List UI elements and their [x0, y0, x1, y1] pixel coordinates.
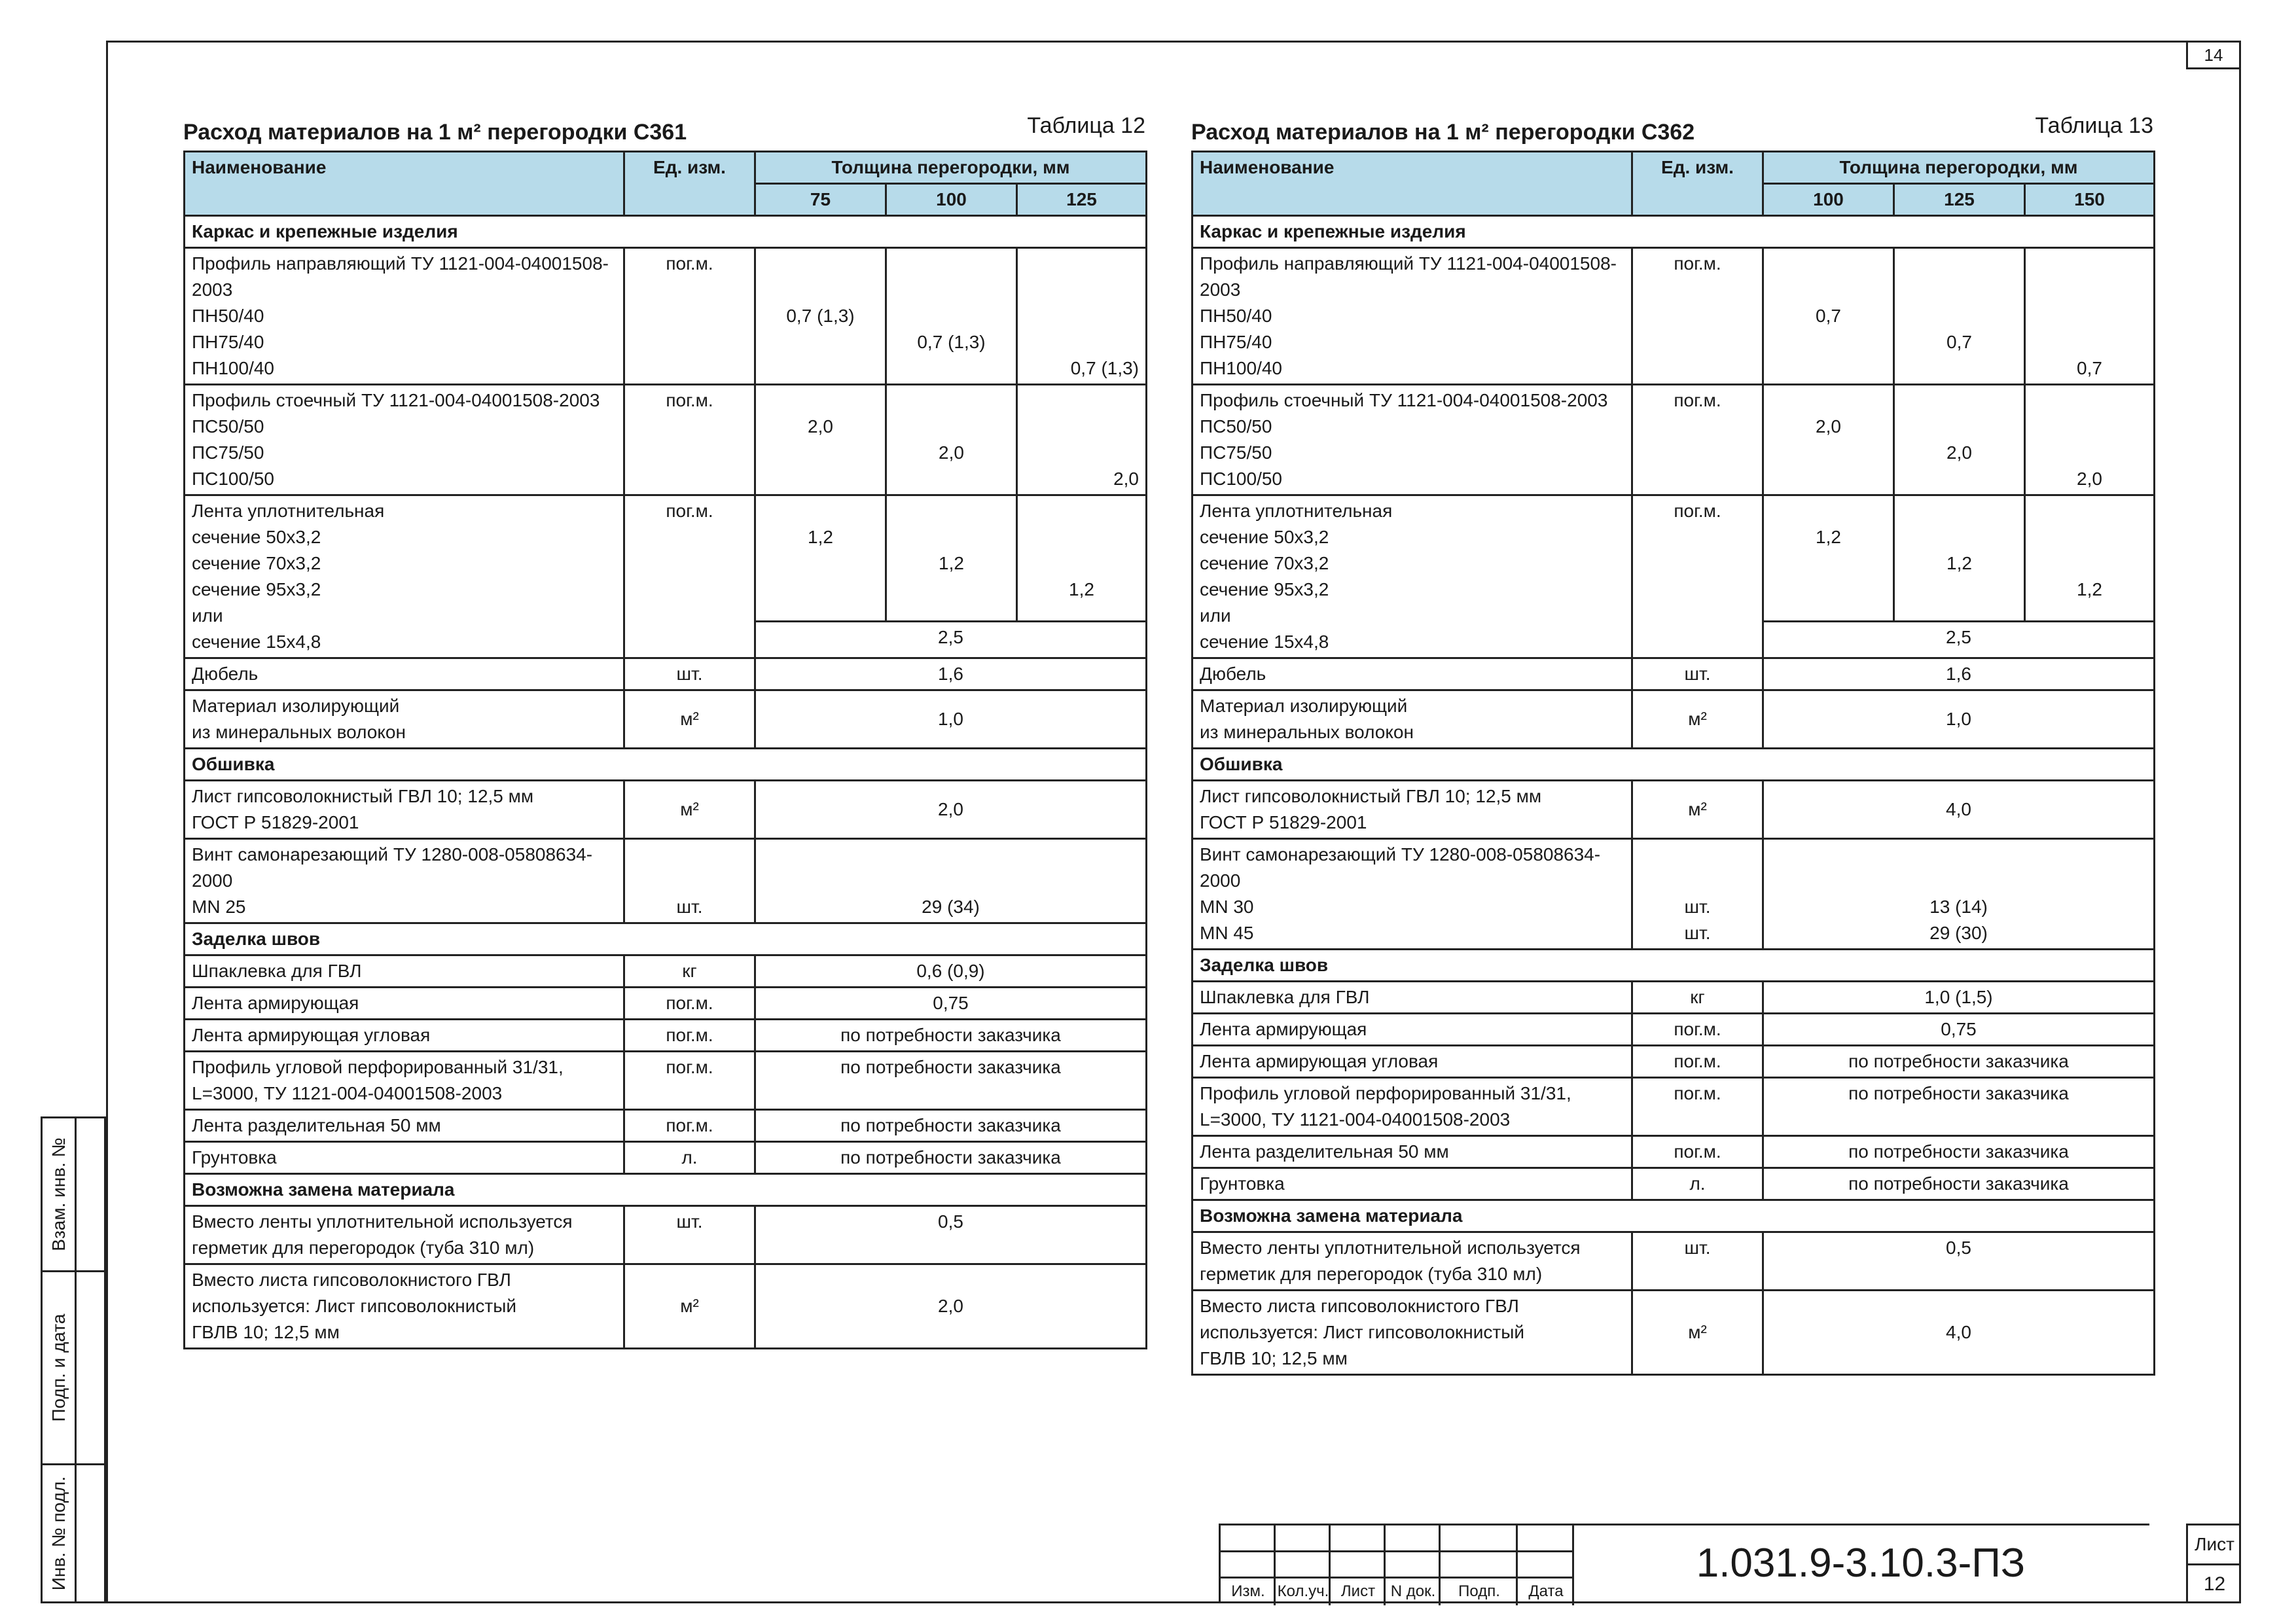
table-row — [1193, 1291, 2155, 1375]
table-row — [1193, 1078, 2155, 1136]
row-name: Лента армирующая — [185, 988, 624, 1020]
row-unit: пог.м. — [1632, 385, 1763, 495]
row-name: Грунтовка — [185, 1142, 624, 1174]
row-value: 0,6 (0,9) — [755, 955, 1147, 988]
row-unit: шт. — [1632, 658, 1763, 690]
table-row — [1193, 658, 2155, 690]
row-name: Профиль угловой перфорированный 31/31, L=3000, ТУ 1121-004-04001508-2003 — [185, 1052, 624, 1110]
row-name: Вместо листа гипсоволокнистого ГВЛ используется: Лист гипсоволокнистый ГВЛВ 10; 12,5 мм — [185, 1264, 624, 1349]
header-t3: 150 — [2025, 184, 2155, 216]
row-unit: шт. — [624, 839, 755, 923]
row-value: 29 (34) — [755, 839, 1147, 923]
row-value: 13 (14) 29 (30) — [1763, 839, 2155, 950]
row-unit: м² — [624, 690, 755, 749]
row-name: Вместо ленты уплотнительной используется герметик для перегородок (туба 310 мл) — [1193, 1232, 1632, 1291]
header-unit: Ед. изм. — [1632, 152, 1763, 216]
row-unit: пог.м. — [1632, 1078, 1763, 1136]
row-name: Лента армирующая угловая — [1193, 1046, 1632, 1078]
table-row — [185, 988, 1147, 1020]
header-t2: 100 — [886, 184, 1017, 216]
section-replacement: Возможна замена материала — [1193, 1200, 2155, 1232]
table-row — [1193, 248, 2155, 385]
row-unit: л. — [624, 1142, 755, 1174]
caption-n-dok: N док. — [1390, 1582, 1436, 1600]
document-code: 1.031.9-3.10.3-ПЗ — [1572, 1524, 2149, 1603]
row-unit: м² — [1632, 1291, 1763, 1375]
section-sheathing: Обшивка — [1193, 749, 2155, 781]
header-t2: 125 — [1894, 184, 2025, 216]
section-frame: Каркас и крепежные изделия — [185, 216, 1147, 248]
row-name: Винт самонарезающий ТУ 1280-008-05808634- 2000 MN 30 MN 45 — [1193, 839, 1632, 950]
row-name: Профиль направляющий ТУ 1121-004-04001508- 2003 ПН50/40 ПН75/40 ПН100/40 — [185, 248, 624, 385]
section-seams: Заделка швов — [185, 923, 1147, 955]
row-name: Профиль стоечный ТУ 1121-004-04001508-2003 ПС50/50 ПС75/50 ПС100/50 — [1193, 385, 1632, 495]
row-unit: пог.м. — [624, 988, 755, 1020]
table-row — [185, 385, 1147, 495]
row-name: Шпаклевка для ГВЛ — [1193, 982, 1632, 1014]
table-row — [185, 955, 1147, 988]
row-value: 2,0 — [1763, 385, 1894, 495]
row-unit: пог.м. — [1632, 1136, 1763, 1168]
table-row — [1193, 1136, 2155, 1168]
revision-grid — [1219, 1524, 1572, 1603]
row-value: по потребности заказчика — [755, 1020, 1147, 1052]
row-name: Вместо ленты уплотнительной используется герметик для перегородок (туба 310 мл) — [185, 1206, 624, 1264]
row-value: 1,2 — [1017, 495, 1147, 622]
row-value: 0,7 — [1763, 248, 1894, 385]
row-value: 1,6 — [755, 658, 1147, 690]
row-value: 2,5 — [755, 622, 1147, 658]
row-value: 0,7 — [1894, 248, 2025, 385]
table-row — [1193, 1014, 2155, 1046]
table-row — [1193, 1232, 2155, 1291]
header-t3: 125 — [1017, 184, 1147, 216]
row-unit: кг — [624, 955, 755, 988]
table-row — [1193, 781, 2155, 839]
table-row — [1193, 385, 2155, 495]
table-13 — [1191, 111, 2153, 1376]
row-value: 1,6 — [1763, 658, 2155, 690]
row-value: 1,0 (1,5) — [1763, 982, 2155, 1014]
row-unit: м² — [624, 1264, 755, 1349]
row-value: 0,7 — [2025, 248, 2155, 385]
row-value: 2,0 — [755, 1264, 1147, 1349]
row-value: по потребности заказчика — [755, 1110, 1147, 1142]
materials-table — [1191, 151, 2155, 1376]
row-value: 4,0 — [1763, 1291, 2155, 1375]
row-unit: м² — [1632, 781, 1763, 839]
row-value: 0,75 — [755, 988, 1147, 1020]
row-name: Лента уплотнительная сечение 50х3,2 сечение 70х3,2 сечение 95х3,2 или сечение 15х4,8 — [1193, 495, 1632, 658]
page-number-top: 14 — [2186, 41, 2241, 69]
row-name: Материал изолирующий из минеральных волокон — [1193, 690, 1632, 749]
row-name: Лента армирующая — [1193, 1014, 1632, 1046]
table-row — [185, 1142, 1147, 1174]
row-value: 0,5 — [755, 1206, 1147, 1264]
row-value: 1,0 — [755, 690, 1147, 749]
table-title: Расход материалов на 1 м² перегородки С362 — [1191, 120, 1695, 145]
table-12 — [183, 111, 1145, 1349]
row-unit: шт. шт. — [1632, 839, 1763, 950]
row-value: 0,5 — [1763, 1232, 2155, 1291]
row-name: Дюбель — [1193, 658, 1632, 690]
row-value: 0,75 — [1763, 1014, 2155, 1046]
row-name: Лента уплотнительная сечение 50х3,2 сечение 70х3,2 сечение 95х3,2 или сечение 15х4,8 — [185, 495, 624, 658]
row-name: Лента разделительная 50 мм — [185, 1110, 624, 1142]
row-unit: пог.м. — [624, 1020, 755, 1052]
row-name: Грунтовка — [1193, 1168, 1632, 1200]
row-value: 2,0 — [755, 781, 1147, 839]
table-row — [185, 1110, 1147, 1142]
table-row — [185, 658, 1147, 690]
row-value: 2,0 — [1017, 385, 1147, 495]
header-name: Наименование — [1193, 152, 1632, 216]
caption-podp: Подп. — [1458, 1582, 1500, 1600]
table-row — [185, 1052, 1147, 1110]
stamp-replacement-inv — [41, 1116, 106, 1272]
stamp-label: Подп. и дата — [48, 1313, 69, 1422]
row-value: 2,0 — [886, 385, 1017, 495]
table-row — [185, 839, 1147, 923]
row-unit: пог.м. — [624, 495, 755, 658]
header-t1: 100 — [1763, 184, 1894, 216]
row-value: по потребности заказчика — [1763, 1046, 2155, 1078]
row-value: по потребности заказчика — [1763, 1078, 2155, 1136]
title-block — [1219, 1524, 2241, 1603]
table-row — [185, 1206, 1147, 1264]
section-frame: Каркас и крепежные изделия — [1193, 216, 2155, 248]
row-value: 1,2 — [2025, 495, 2155, 622]
row-unit: пог.м. — [1632, 1014, 1763, 1046]
row-value: 1,2 — [1894, 495, 2025, 622]
row-name: Лента армирующая угловая — [185, 1020, 624, 1052]
header-thickness: Толщина перегородки, мм — [1763, 152, 2155, 184]
table-row — [1193, 690, 2155, 749]
caption-data: Дата — [1528, 1582, 1564, 1600]
section-sheathing: Обшивка — [185, 749, 1147, 781]
row-name: Профиль стоечный ТУ 1121-004-04001508-2003 ПС50/50 ПС75/50 ПС100/50 — [185, 385, 624, 495]
section-seams: Заделка швов — [1193, 950, 2155, 982]
table-row — [1193, 1168, 2155, 1200]
row-unit: л. — [1632, 1168, 1763, 1200]
row-unit: пог.м. — [624, 1110, 755, 1142]
section-replacement: Возможна замена материала — [185, 1174, 1147, 1206]
table-row — [185, 1020, 1147, 1052]
row-name: Лист гипсоволокнистый ГВЛ 10; 12,5 мм ГОСТ Р 51829-2001 — [1193, 781, 1632, 839]
row-name: Винт самонарезающий ТУ 1280-008-05808634- 2000 MN 25 — [185, 839, 624, 923]
row-name: Материал изолирующий из минеральных волокон — [185, 690, 624, 749]
row-unit: пог.м. — [624, 248, 755, 385]
row-value: 0,7 (1,3) — [1017, 248, 1147, 385]
row-unit: пог.м. — [1632, 1046, 1763, 1078]
stamp-label: Взам. инв. № — [48, 1137, 69, 1251]
row-unit: м² — [1632, 690, 1763, 749]
row-name: Профиль направляющий ТУ 1121-004-04001508- 2003 ПН50/40 ПН75/40 ПН100/40 — [1193, 248, 1632, 385]
table-row — [185, 248, 1147, 385]
row-unit: пог.м. — [624, 1052, 755, 1110]
row-unit: м² — [624, 781, 755, 839]
header-name: Наименование — [185, 152, 624, 216]
row-name: Вместо листа гипсоволокнистого ГВЛ используется: Лист гипсоволокнистый ГВЛВ 10; 12,5 мм — [1193, 1291, 1632, 1375]
table-row — [1193, 1046, 2155, 1078]
caption-kol-uch: Кол.уч. — [1277, 1582, 1329, 1600]
caption-izm: Изм. — [1231, 1582, 1265, 1600]
row-value: 1,2 — [886, 495, 1017, 622]
row-value: 1,0 — [1763, 690, 2155, 749]
sheet-number: 12 — [2203, 1573, 2226, 1595]
table-number: Таблица 13 — [2035, 113, 2153, 138]
table-row — [1193, 982, 2155, 1014]
table-row — [1193, 495, 2155, 622]
table-row — [1193, 839, 2155, 950]
header-t1: 75 — [755, 184, 886, 216]
sheet-box — [2186, 1524, 2241, 1603]
header-unit: Ед. изм. — [624, 152, 755, 216]
row-name: Дюбель — [185, 658, 624, 690]
row-unit: шт. — [1632, 1232, 1763, 1291]
row-value: 2,0 — [755, 385, 886, 495]
row-unit: кг — [1632, 982, 1763, 1014]
table-number: Таблица 12 — [1027, 113, 1145, 138]
row-value: 2,0 — [1894, 385, 2025, 495]
row-value: 0,7 (1,3) — [755, 248, 886, 385]
stamp-label: Инв. № подл. — [48, 1476, 69, 1591]
row-name: Профиль угловой перфорированный 31/31, L=3000, ТУ 1121-004-04001508-2003 — [1193, 1078, 1632, 1136]
stamp-original-inv — [41, 1463, 106, 1603]
row-value: 1,2 — [755, 495, 886, 622]
row-name: Лист гипсоволокнистый ГВЛ 10; 12,5 мм ГОСТ Р 51829-2001 — [185, 781, 624, 839]
row-value: 2,0 — [2025, 385, 2155, 495]
row-unit: пог.м. — [624, 385, 755, 495]
row-value: по потребности заказчика — [755, 1142, 1147, 1174]
stamp-signature-date — [41, 1270, 106, 1465]
table-row — [185, 495, 1147, 622]
row-unit: пог.м. — [1632, 495, 1763, 658]
row-unit: шт. — [624, 658, 755, 690]
row-value: 2,5 — [1763, 622, 2155, 658]
row-unit: пог.м. — [1632, 248, 1763, 385]
row-value: 4,0 — [1763, 781, 2155, 839]
row-value: по потребности заказчика — [1763, 1136, 2155, 1168]
table-row — [185, 690, 1147, 749]
sheet-label: Лист — [2188, 1525, 2241, 1565]
table-row — [185, 1264, 1147, 1349]
table-row — [185, 781, 1147, 839]
row-value: 1,2 — [1763, 495, 1894, 622]
row-value: 0,7 (1,3) — [886, 248, 1017, 385]
row-name: Лента разделительная 50 мм — [1193, 1136, 1632, 1168]
row-name: Шпаклевка для ГВЛ — [185, 955, 624, 988]
table-title: Расход материалов на 1 м² перегородки С361 — [183, 120, 687, 145]
materials-table — [183, 151, 1147, 1349]
row-unit: шт. — [624, 1206, 755, 1264]
caption-list: Лист — [1340, 1582, 1376, 1600]
row-value: по потребности заказчика — [755, 1052, 1147, 1110]
row-value: по потребности заказчика — [1763, 1168, 2155, 1200]
header-thickness: Толщина перегородки, мм — [755, 152, 1147, 184]
